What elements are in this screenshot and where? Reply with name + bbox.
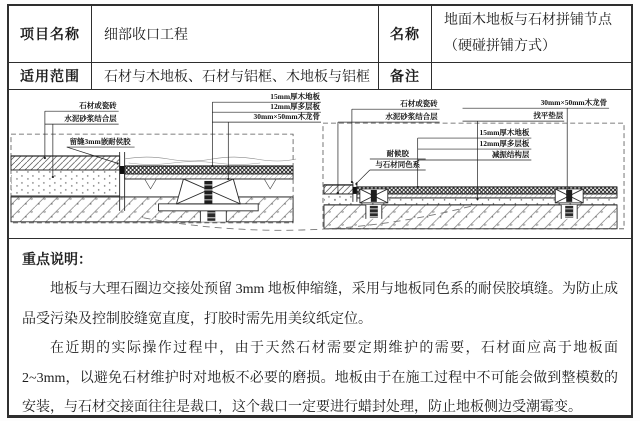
- name-value: [432, 6, 631, 63]
- label-left-stone: 石材或瓷砖: [79, 101, 117, 111]
- detail-sheet: [7, 4, 633, 418]
- label-right-damping: 减振结构层: [491, 150, 530, 160]
- label-left-keel: 30mm×50mm木龙骨: [253, 112, 320, 122]
- label-left-floor: 15mm厚木地板: [270, 92, 320, 102]
- label-right-sealant-2: 与石材同色系: [375, 159, 421, 169]
- label-right-leveling: 找平垫层: [533, 111, 564, 121]
- scope-value: 石材与木地板、石材与铝框、木地板与铝框: [92, 63, 379, 90]
- right-detail-section: [323, 123, 624, 229]
- label-right-floor: 15mm厚木地板: [479, 128, 530, 138]
- project-name-label: 项目名称: [9, 6, 92, 63]
- name-label: 名称: [379, 6, 432, 63]
- key-notes-heading: 重点说明：: [22, 253, 92, 268]
- right-detail-labels: [337, 97, 609, 200]
- label-right-mortar: 水泥砂浆结合层: [385, 112, 438, 122]
- label-right-plywood: 12mm厚多层板: [479, 139, 530, 149]
- project-name-value: 细部收口工程: [92, 6, 379, 63]
- key-notes-paragraph-1: 地板与大理石圈边交接处预留 3mm 地板伸缩缝，采用与地板同色系的耐侯胶填缝。为防止成品受污染及控制胶缝宽直度，打胶时需先用美纹纸定位。: [22, 282, 618, 327]
- cad-detail-svg: [9, 90, 631, 238]
- name-value-line2: （硬碰拼铺方式）: [444, 39, 556, 54]
- label-right-sealant-1: 耐候胶: [386, 149, 409, 159]
- scope-label: 适用范围: [9, 63, 92, 90]
- name-value-line1: 地面木地板与石材拼铺节点: [444, 13, 612, 28]
- left-detail-section: [11, 134, 296, 223]
- remark-label: 备注: [379, 63, 432, 90]
- cad-detail-drawing: [9, 90, 631, 239]
- label-left-plywood: 12mm厚多层板: [270, 102, 320, 112]
- label-right-keel: 30mm×50mm木龙骨: [540, 98, 608, 108]
- remark-value: [432, 63, 631, 90]
- label-right-stone: 石材或瓷砖: [400, 99, 438, 109]
- key-notes-paragraph-2: 在近期的实际操作过程中，由于天然石材需要定期维护的需要，石材面应高于地板面 2~3mm，以避免石材维护时对地板不必要的磨损。地板由于在施工过程中不可能会做到整模数的安装，与石材交接面往往是裁口，这个裁口一定要进行蜡封处理，防止地板侧边受潮霉变。: [22, 341, 618, 415]
- label-left-mortar: 水泥砂浆结合层: [64, 114, 117, 124]
- label-left-gap: 留缝3mm嵌耐侯胶: [69, 137, 131, 147]
- key-notes-section: [9, 239, 631, 416]
